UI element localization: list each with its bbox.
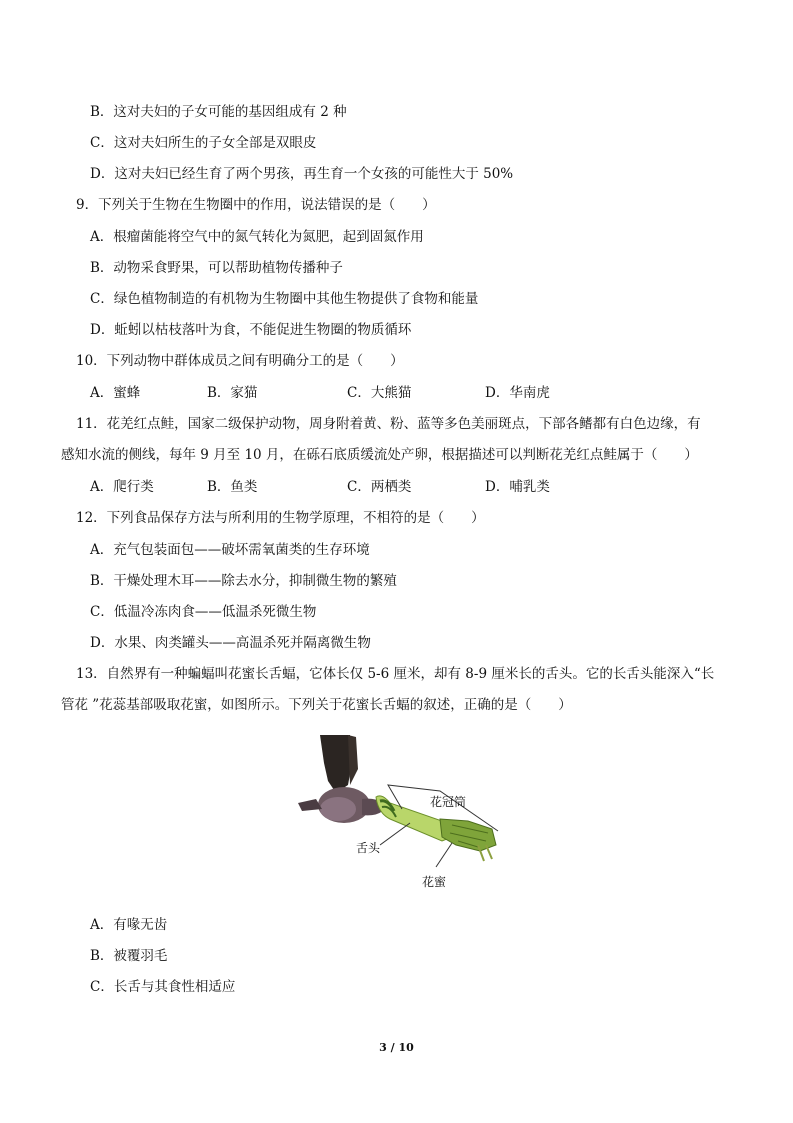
q11-option-d: D．哺乳类 bbox=[485, 479, 550, 495]
tongue-pointer bbox=[380, 823, 410, 845]
q10-option-c: C．大熊猫 bbox=[347, 385, 412, 401]
bat-wing-shape bbox=[320, 735, 352, 793]
q9-option-a: A．根瘤菌能将空气中的氮气转化为氮肥，起到固氮作用 bbox=[90, 229, 424, 245]
q10-options bbox=[90, 384, 690, 402]
bat-ear-shape bbox=[298, 799, 322, 811]
label-tongue: 舌头 bbox=[356, 841, 381, 855]
q11-option-c: C．两栖类 bbox=[347, 479, 412, 495]
q8-option-c: C．这对夫妇所生的子女全部是双眼皮 bbox=[90, 135, 317, 151]
q9-stem: 9．下列关于生物在生物圈中的作用，说法错误的是（ ） bbox=[76, 197, 436, 213]
q11-options bbox=[90, 478, 690, 496]
bat-flower-illustration bbox=[292, 733, 534, 893]
q9-option-b: B．动物采食野果，可以帮助植物传播种子 bbox=[90, 260, 343, 276]
bat-wing-fold bbox=[348, 735, 358, 785]
q12-stem: 12．下列食品保存方法与所利用的生物学原理，不相符的是（ ） bbox=[76, 510, 485, 526]
q13-stem-line1: 13．自然界有一种蝙蝠叫花蜜长舌蝠，它体长仅 5-6 厘米，却有 8-9 厘米长的舌头。它的长舌头能深入“长 bbox=[76, 666, 715, 682]
q10-stem: 10．下列动物中群体成员之间有明确分工的是（ ） bbox=[76, 353, 404, 369]
q13-option-c: C．长舌与其食性相适应 bbox=[90, 979, 236, 995]
page-number: 3 / 10 bbox=[379, 1041, 414, 1054]
q9-option-c: C．绿色植物制造的有机物为生物圈中其他生物提供了食物和能量 bbox=[90, 291, 479, 307]
q12-option-d: D．水果、肉类罐头——高温杀死并隔离微生物 bbox=[90, 635, 371, 651]
q10-option-a: A．蜜蜂 bbox=[90, 385, 141, 401]
q11-stem-line2: 感知水流的侧线，每年 9 月至 10 月，在砾石底质缓流处产卵，根据描述可以判断花羌红点鲑属于（ ） bbox=[61, 447, 698, 463]
q8-option-d: D．这对夫妇已经生育了两个男孩，再生育一个女孩的可能性大于 50% bbox=[90, 166, 514, 182]
label-nectar: 花蜜 bbox=[422, 875, 447, 889]
q12-option-b: B．干燥处理木耳——除去水分，抑制微生物的繁殖 bbox=[90, 573, 397, 589]
bat-flower-figure bbox=[292, 733, 534, 893]
q12-option-a: A．充气包装面包——破坏需氧菌类的生存环境 bbox=[90, 542, 370, 558]
q8-option-b: B．这对夫妇的子女可能的基因组成有 2 种 bbox=[90, 104, 347, 120]
q11-option-a: A．爬行类 bbox=[90, 479, 154, 495]
label-corolla-tube: 花冠筒 bbox=[430, 795, 467, 809]
q11-stem-line1: 11．花羌红点鲑，国家二级保护动物，周身附着黄、粉、蓝等多色美丽斑点，下部各鳍都有白色边缘，有 bbox=[76, 416, 701, 432]
q11-option-b: B．鱼类 bbox=[207, 479, 258, 495]
q13-option-b: B．被覆羽毛 bbox=[90, 948, 168, 964]
bat-belly-shape bbox=[320, 797, 356, 821]
q10-option-b: B．家猫 bbox=[207, 385, 258, 401]
nectar-pointer bbox=[436, 843, 452, 867]
q13-stem-line2: 管花 ”花蕊基部吸取花蜜，如图所示。下列关于花蜜长舌蝠的叙述，正确的是（ ） bbox=[61, 697, 572, 713]
q10-option-d: D．华南虎 bbox=[485, 385, 550, 401]
q13-option-a: A．有喙无齿 bbox=[90, 917, 168, 933]
q9-option-d: D．蚯蚓以枯枝落叶为食，不能促进生物圈的物质循环 bbox=[90, 322, 412, 338]
q12-option-c: C．低温冷冻肉食——低温杀死微生物 bbox=[90, 604, 317, 620]
